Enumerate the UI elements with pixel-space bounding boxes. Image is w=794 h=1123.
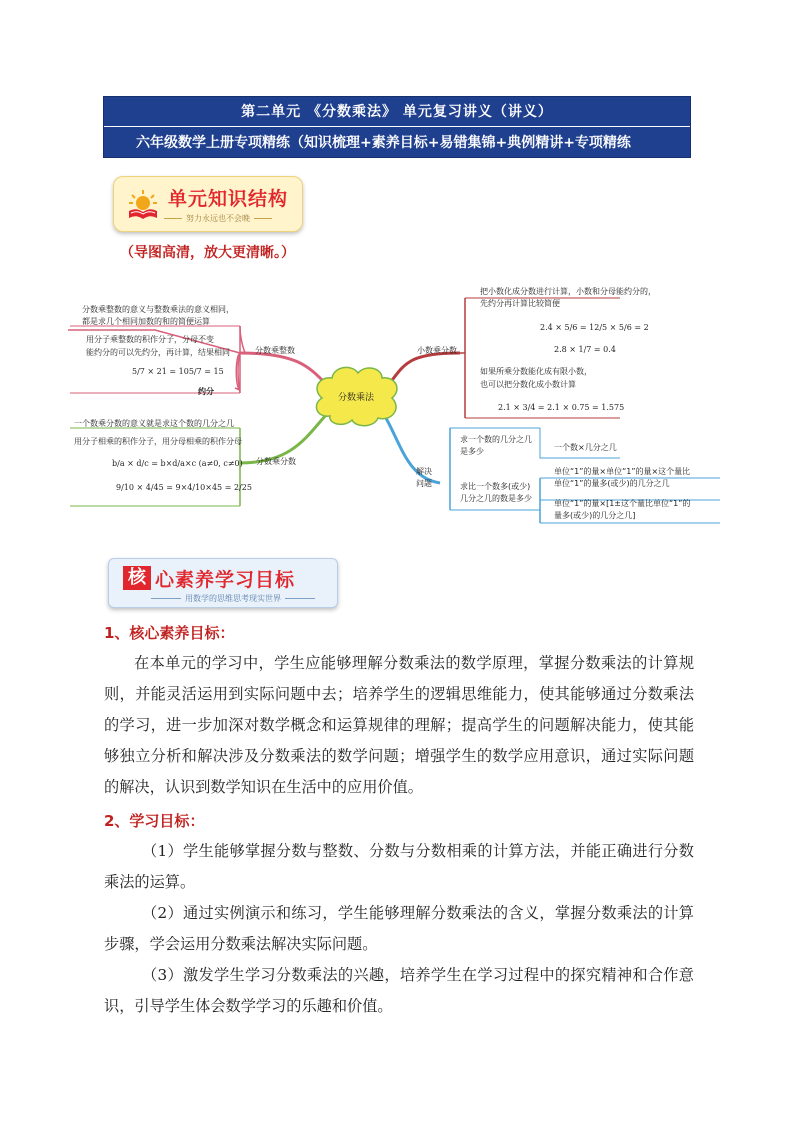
b3-desc-2: 先约分再计算比较简便 <box>480 299 560 308</box>
b4-answer-2b: 单位“1”的量多(或少)的几分之几 <box>554 479 670 488</box>
b4-question-1b: 是多少 <box>460 447 484 456</box>
b3-desc-4: 也可以把分数化成小数计算 <box>480 380 576 389</box>
branch-label-fraction-times-integer: 分数乘整数 <box>255 346 295 355</box>
section-tagline-core-goals: 用数学的思维思考现实世界 <box>147 593 319 604</box>
document-title: 第二单元 《分数乘法》 单元复习讲义（讲义） <box>104 97 690 127</box>
branch-label-fraction-times-fraction: 分数乘分数 <box>256 457 296 466</box>
book-sun-icon <box>126 187 160 221</box>
learning-goal-3: （3）激发学生学习分数乘法的兴趣，培养学生在学习过程中的探究精神和合作意识，引导学生体会数学学习的乐趣和价值。 <box>104 966 694 1015</box>
b3-formula-3: 2.1 × 3/4 = 2.1 × 0.75 = 1.575 <box>498 403 625 412</box>
b3-formula-2: 2.8 × 1/7 = 0.4 <box>554 345 616 354</box>
b4-question-2a: 求比一个数多(或少) <box>460 482 531 491</box>
mind-map <box>60 278 740 528</box>
b4-answer-2a: 单位“1”的量×单位“1”的量×这个量比 <box>554 467 691 476</box>
b2-formula-2: 9/10 × 4/45 = 9×4/10×45 = 2/25 <box>116 483 252 492</box>
paragraph-core-literacy: 在本单元的学习中，学生应能够理解分数乘法的数学原理，掌握分数乘法的计算规则，并能灵活运用到实际问题中去；培养学生的逻辑思维能力，使其能够通过分数乘法的学习，进一步加深对数学概念和运算规律的理解；提高学生的问题解决能力，使其能够独立分析和解决涉及分数乘法的数学问题；增强学生的数学应用意识，通过实际问题的解决，认识到数学知识在生活中的应用价值。 <box>104 654 694 796</box>
b2-desc-2: 用分子相乘的积作分子，用分母相乘的积作分母 <box>74 437 242 446</box>
b3-desc-3: 如果所乘分数能化成有限小数， <box>480 367 592 376</box>
b4-question-2b: 几分之几的数是多少 <box>460 494 532 503</box>
section-title-core-goals: 心素养学习目标 <box>155 569 296 591</box>
heading-learning-goals: 2、学习目标： <box>104 812 205 830</box>
section-key-char: 核 <box>123 566 151 590</box>
branch-label-solve-problems-2: 问题 <box>416 479 432 488</box>
learning-goal-1: （1）学生能够掌握分数与整数、分数与分数相乘的计算方法，并能正确进行分数乘法的运算。 <box>104 842 694 891</box>
b3-formula-1: 2.4 × 5/6 = 12/5 × 5/6 = 2 <box>540 323 649 332</box>
document-subtitle: 六年级数学上册专项精练（知识梳理+素养目标+易错集锦+典例精讲+专项精练 <box>136 135 631 151</box>
b1-desc-1: 分数乘整数的意义与整数乘法的意义相同， <box>82 305 234 314</box>
section-tagline-structure: 努力永远也不会晚 <box>160 213 276 224</box>
branch-label-decimal-times-fraction: 小数乘分数 <box>417 346 457 355</box>
heading-core-literacy: 1、核心素养目标： <box>104 624 235 642</box>
b4-answer-3a: 单位“1”的量×[1±这个量比单位“1”的 <box>554 499 691 508</box>
section-title-structure: 单元知识结构 <box>168 188 289 210</box>
b2-desc-1: 一个数乘分数的意义就是求这个数的几分之几 <box>74 419 234 428</box>
section-badge-core-goals <box>108 558 338 608</box>
mindmap-note: （导图高清，放大更清晰。） <box>120 245 295 261</box>
learning-goal-2: （2）通过实例演示和练习，学生能够理解分数乘法的含义，掌握分数乘法的计算步骤，学会运用分数乘法解决实际问题。 <box>104 904 694 953</box>
b1-desc-4: 能约分的可以先约分，再计算，结果相同 <box>86 348 230 357</box>
header-banner <box>103 96 691 158</box>
b1-formula: 5/7 × 21 = 105/7 = 15 <box>132 367 224 376</box>
b4-answer-3b: 量多(或少)的几分之几] <box>554 511 636 520</box>
branch-label-solve-problems-1: 解决 <box>416 467 432 476</box>
center-node-label: 分数乘法 <box>338 393 375 403</box>
b1-desc-3: 用分子乘整数的积作分子，分母不变 <box>86 335 214 344</box>
b1-formula-tag: 约分 <box>198 387 214 396</box>
b4-question-1a: 求一个数的几分之几 <box>460 435 532 444</box>
b4-answer-1: 一个数×几分之几 <box>554 443 617 452</box>
section-badge-structure <box>113 176 303 232</box>
b3-desc-1: 把小数化成分数进行计算，小数和分母能约分的， <box>480 287 656 296</box>
b1-desc-2: 都是求几个相同加数的和的简便运算 <box>82 317 210 326</box>
b2-formula-1: b/a × d/c = b×d/a×c (a≠0, c≠0) <box>112 459 243 468</box>
